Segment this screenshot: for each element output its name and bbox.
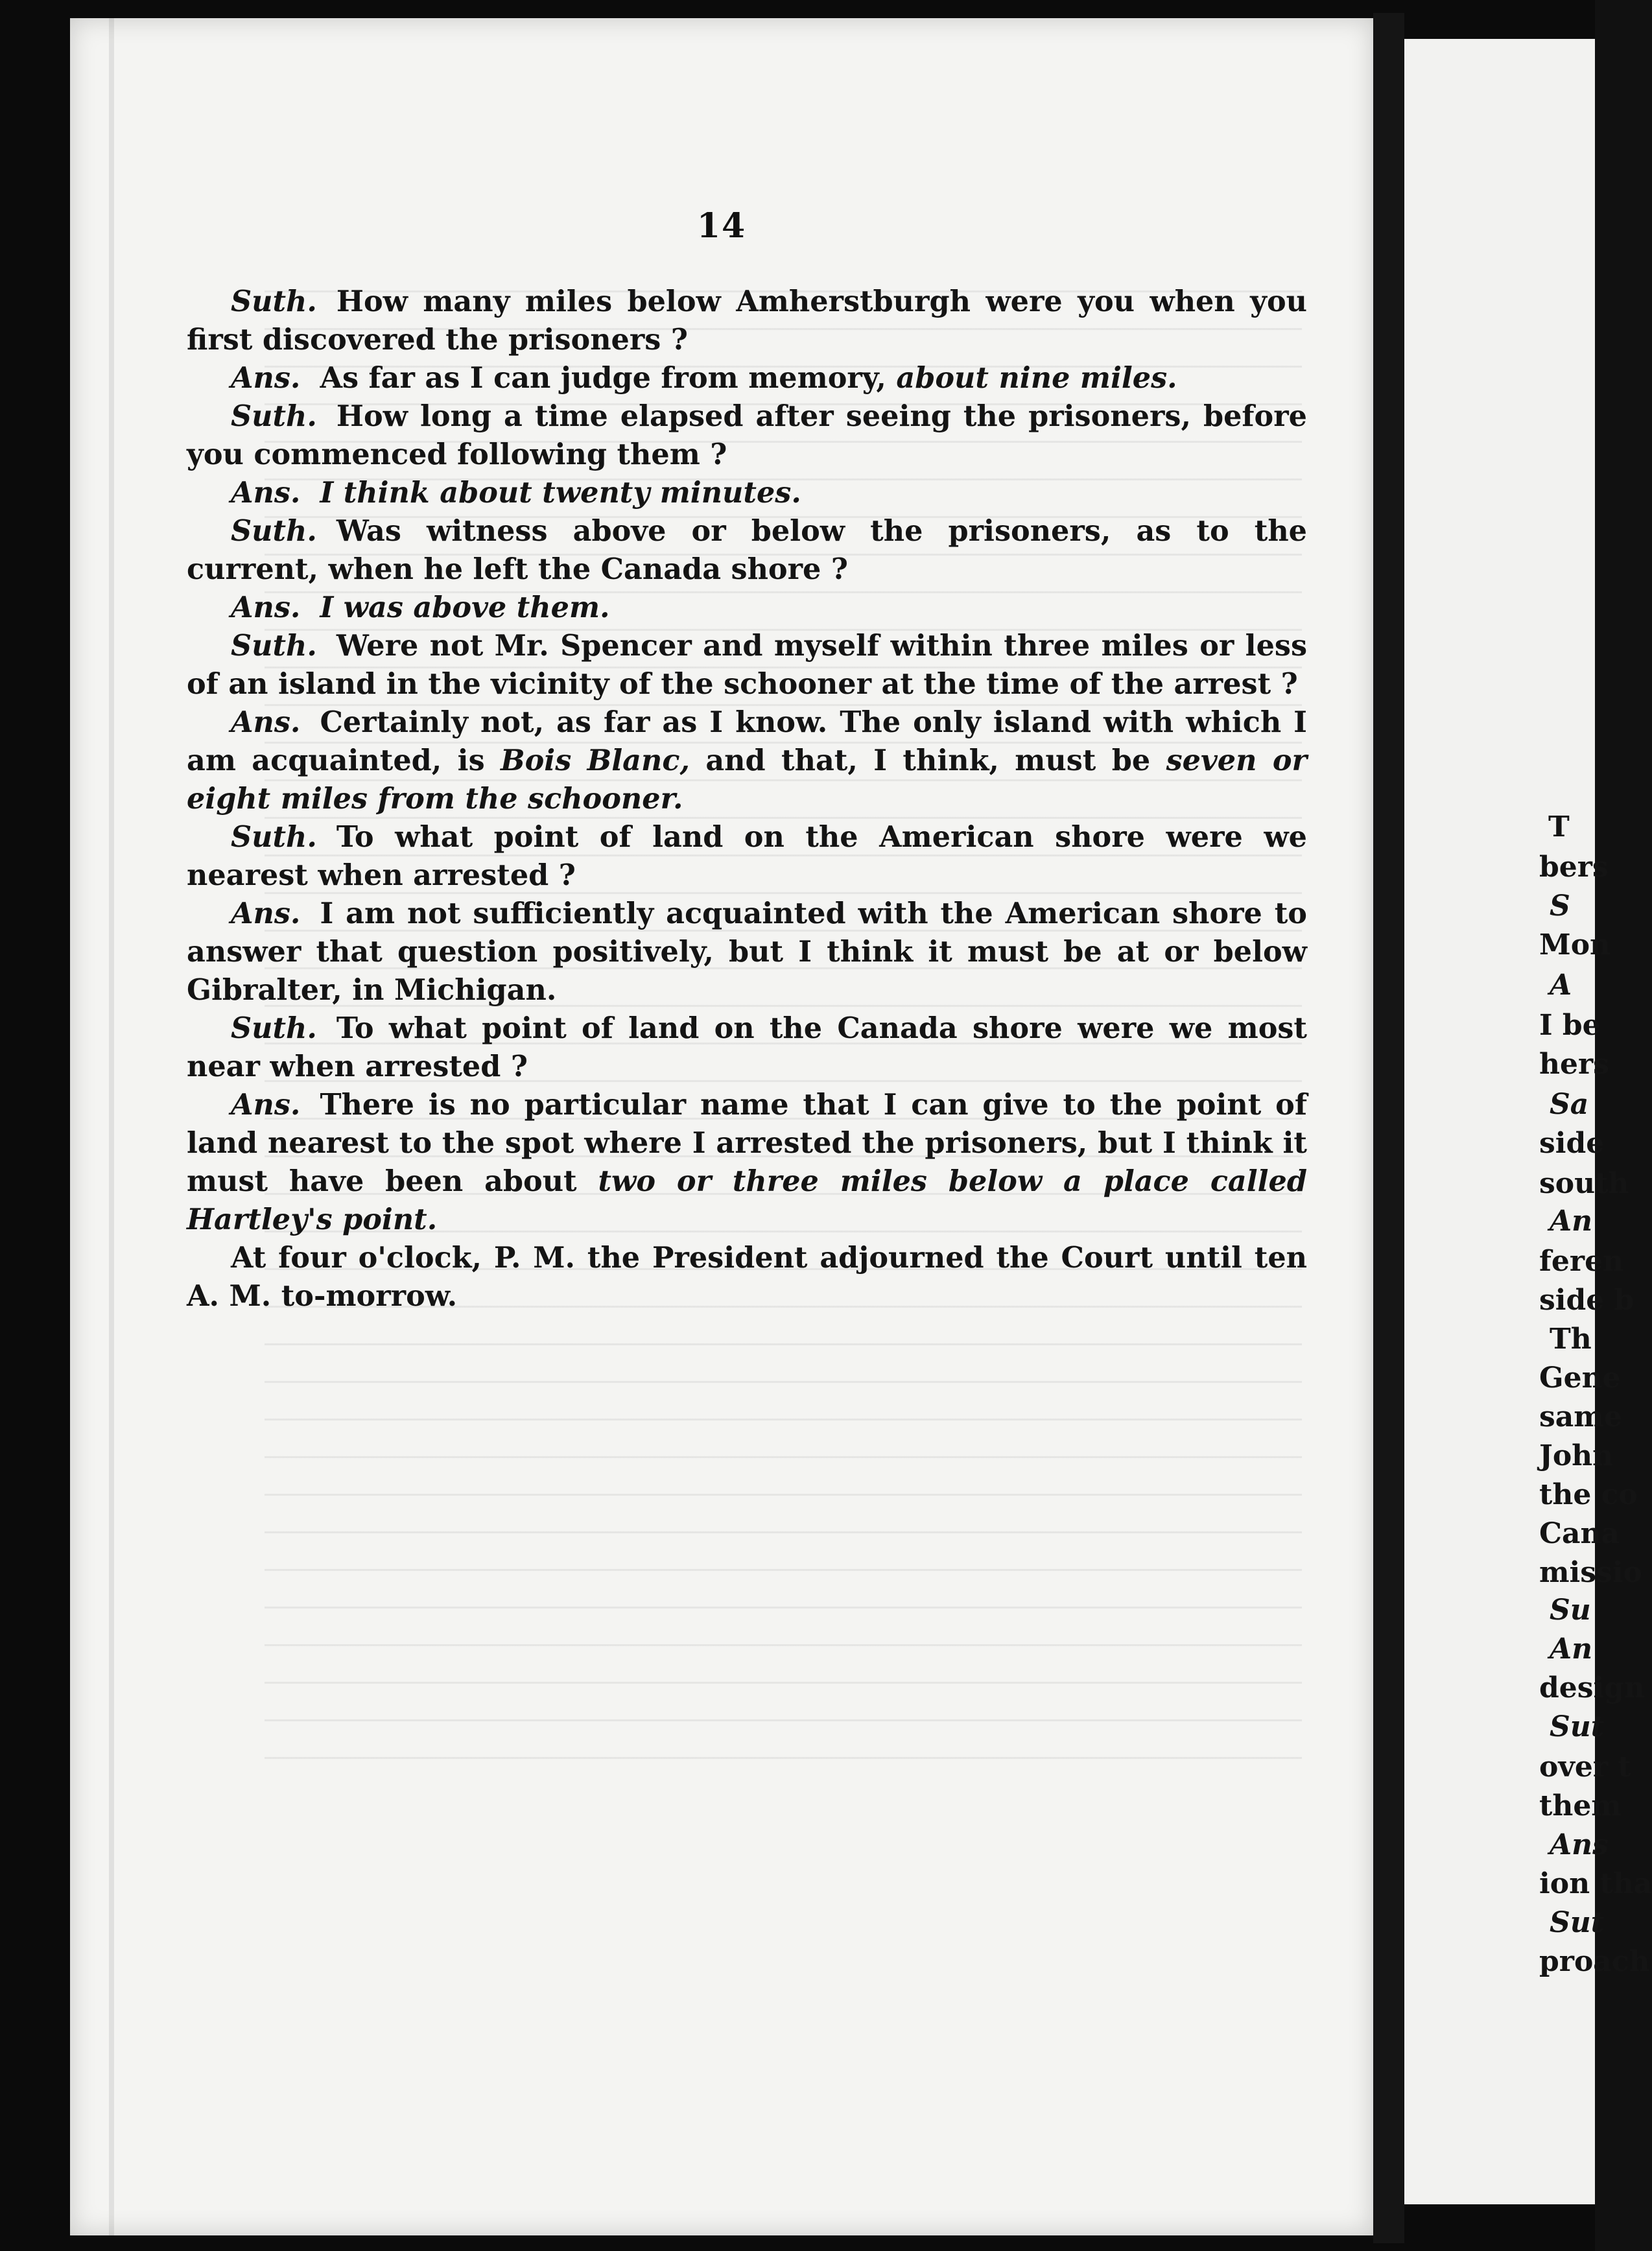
- right-page-fragment: hers: [1539, 1048, 1609, 1081]
- speaker-label: Suth.: [231, 399, 317, 433]
- right-page-fragment: Sut: [1550, 1710, 1605, 1743]
- speaker-label: Ans.: [231, 1088, 301, 1122]
- paragraph: [187, 1086, 1307, 1239]
- right-page-fragment: John: [1539, 1439, 1614, 1472]
- right-page-fragment: feren: [1539, 1245, 1624, 1278]
- right-page-fragment: proach: [1539, 1945, 1650, 1978]
- speaker-label: Suth.: [231, 1011, 317, 1045]
- speaker-label: Suth.: [231, 285, 317, 318]
- right-page-fragment: missio: [1539, 1556, 1642, 1589]
- right-page-fragment: Mon: [1539, 928, 1611, 961]
- paragraph: [187, 1239, 1307, 1315]
- paragraph: [187, 359, 1307, 397]
- testimony-text: [187, 283, 1307, 1315]
- paragraph: [187, 474, 1307, 512]
- paragraph: [187, 818, 1307, 895]
- text-run: To what point of land on the American shore were we nearest when arrested ?: [187, 820, 1307, 892]
- paragraph: [187, 895, 1307, 1009]
- speaker-label: Ans.: [231, 705, 301, 739]
- text-run: There is no particular name that I can give to the point of land nearest to the spot where I arrested the prisoners, but I think it must have been about: [187, 1088, 1307, 1198]
- text-run: To what point of land on the Canada shore were we most near when arrested ?: [187, 1011, 1307, 1083]
- right-page-fragment: bers: [1539, 851, 1609, 884]
- left-page: [70, 18, 1373, 2235]
- text-run: At four o'clock, P. M. the President adjourned the Court until ten A. M. to-morrow.: [187, 1241, 1307, 1313]
- right-page-fragment: Su: [1550, 1594, 1591, 1627]
- text-run: seven or eight miles from the schooner.: [187, 744, 1307, 816]
- paragraph: [187, 283, 1307, 359]
- text-run: Bois Blanc,: [501, 744, 690, 777]
- right-page-fragment: side: [1539, 1127, 1605, 1160]
- text-run: I am not sufficiently acquainted with the American shore to answer that question positively, but I think it must be at or below Gibralter, in Michigan.: [187, 897, 1307, 1007]
- text-run: I was above them.: [320, 591, 610, 624]
- right-page-fragment: same: [1539, 1400, 1622, 1433]
- book-gutter: [1373, 13, 1404, 2243]
- right-page-fragment: Gene: [1539, 1361, 1621, 1395]
- paragraph: [187, 397, 1307, 474]
- paragraph: [187, 589, 1307, 627]
- speaker-label: Ans.: [231, 591, 301, 624]
- text-run: Certainly not, as far as I know. The only island with which I am acquainted, is: [187, 705, 1307, 777]
- paragraph: [187, 703, 1307, 818]
- text-run: I think about twenty minutes.: [320, 476, 801, 510]
- right-page-fragment: Sut: [1550, 1906, 1605, 1939]
- speaker-label: Ans.: [231, 897, 301, 930]
- speaker-label: Suth.: [231, 514, 317, 548]
- speaker-label: Ans.: [231, 476, 301, 510]
- right-page-fragment: Cana: [1539, 1517, 1620, 1550]
- paragraph: [187, 627, 1307, 703]
- right-page-fragment: south: [1539, 1167, 1629, 1200]
- paragraph: [187, 1009, 1307, 1086]
- right-page-fragment: side b: [1539, 1284, 1634, 1317]
- text-run: and that, I think, must be: [689, 744, 1166, 777]
- right-page-fragment: them: [1539, 1789, 1622, 1822]
- right-page-fragment: over t: [1539, 1750, 1631, 1784]
- right-page-fragment: I be: [1539, 1009, 1601, 1042]
- speaker-label: Ans.: [231, 361, 301, 395]
- right-page-fragment: An: [1550, 1205, 1593, 1238]
- right-page-fragment: Ans: [1550, 1828, 1609, 1861]
- text-run: about nine miles.: [896, 361, 1177, 395]
- text-run: two or three miles below a place called Hartley's point.: [187, 1164, 1307, 1236]
- paragraph: [187, 512, 1307, 589]
- text-run: How many miles below Amherstburgh were you when you first discovered the prisoners ?: [187, 285, 1307, 357]
- right-page-fragment: ion tha: [1539, 1867, 1652, 1900]
- text-run: How long a time elapsed after seeing the prisoners, before you commenced following them ?: [187, 399, 1307, 471]
- right-page-fragment: A: [1550, 969, 1572, 1002]
- text-run: Was witness above or below the prisoners, as to the current, when he left the Canada shore ?: [187, 514, 1307, 586]
- right-page-fragment: S: [1550, 890, 1570, 923]
- text-run: Were not Mr. Spencer and myself within three miles or less of an island in the vicinity of the schooner at the time of the arrest ?: [187, 629, 1307, 701]
- right-page-fragment: design: [1539, 1671, 1646, 1704]
- speaker-label: Suth.: [231, 629, 317, 663]
- right-page-fragment: An: [1550, 1632, 1593, 1666]
- text-run: As far as I can judge from memory,: [320, 361, 897, 395]
- right-page-fragment: the co: [1539, 1478, 1638, 1511]
- speaker-label: Suth.: [231, 820, 317, 854]
- page-number: 14: [696, 206, 747, 246]
- right-page-fragment: Th: [1550, 1323, 1592, 1356]
- right-page-text-fragments: [1404, 0, 1652, 2251]
- right-page-fragment: T: [1548, 810, 1570, 843]
- right-page-fragment: Sa: [1550, 1088, 1589, 1121]
